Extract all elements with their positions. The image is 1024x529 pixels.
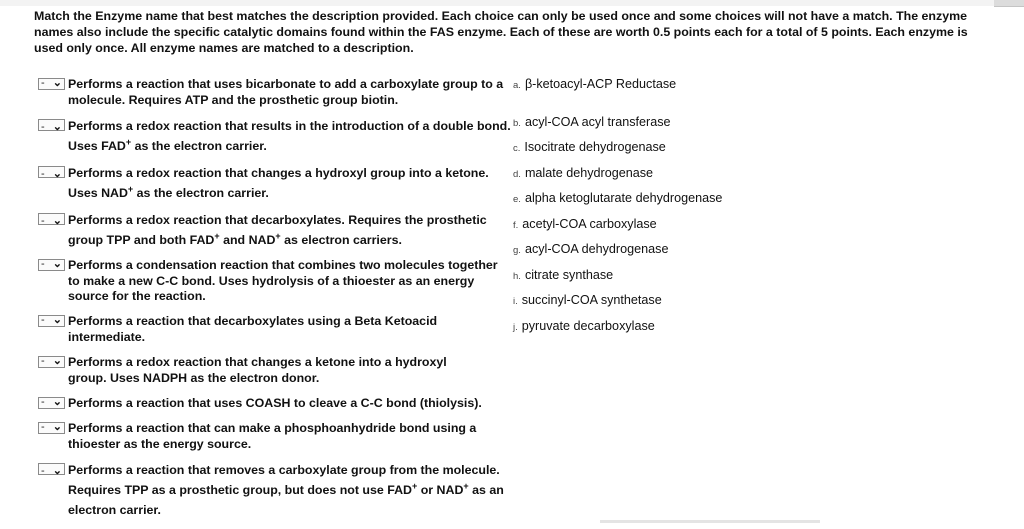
chevron-down-icon: ⌄ — [52, 215, 62, 227]
question-2 — [38, 116, 518, 156]
chevron-down-icon: ⌄ — [52, 258, 62, 270]
bottom-scroll-hint — [600, 520, 820, 523]
select-value: - — [41, 355, 45, 367]
question-text: Performs a reaction that decarboxylates using a Beta Ketoacid intermediate. — [68, 314, 438, 344]
top-bar-edge — [994, 0, 1024, 7]
option-j: j. pyruvate decarboxylase — [513, 319, 655, 333]
chevron-down-icon: ⌄ — [52, 355, 62, 367]
option-c: c. Isocitrate dehydrogenase — [513, 140, 666, 154]
question-text: Performs a redox reaction that results in the introduction of a double bond. Uses FAD+ as the electron carrier. — [68, 119, 511, 153]
answer-select-3[interactable] — [38, 166, 65, 178]
answer-select-9[interactable] — [38, 422, 65, 434]
question-6 — [38, 314, 478, 345]
question-1 — [38, 77, 518, 108]
answer-select-2[interactable] — [38, 119, 65, 131]
select-value: - — [41, 396, 45, 408]
select-value: - — [41, 421, 45, 433]
question-text: Performs a reaction that can make a phosphoanhydride bond using a thioester as the energy source. — [68, 421, 477, 451]
instructions: Match the Enzyme name that best matches the description provided. Each choice can only be used once and some choices will not have a match. The enzyme names also include the specific catalytic domains found within the FAS enzyme. Each of these are worth 0.5 points each for a total of 5 points. Each enzyme is used only once. All enzyme names are matched to a description. — [34, 9, 968, 55]
answer-select-4[interactable] — [38, 213, 65, 225]
select-value: - — [41, 121, 45, 133]
option-g: g. acyl-COA dehydrogenase — [513, 242, 669, 256]
question-4 — [38, 210, 518, 250]
question-text: Performs a reaction that uses bicarbonate to add a carboxylate group to a molecule. Requires ATP and the prosthetic group biotin. — [68, 77, 504, 107]
question-text: Performs a reaction that uses COASH to cleave a C-C bond (thiolysis). — [68, 396, 482, 410]
question-text: Performs a redox reaction that changes a hydroxyl group into a ketone. Uses NAD+ as the electron carrier. — [68, 166, 489, 200]
select-value: - — [41, 77, 45, 89]
option-e: e. alpha ketoglutarate dehydrogenase — [513, 191, 723, 205]
option-b: b. acyl-COA acyl transferase — [513, 115, 671, 129]
option-f: f. acetyl-COA carboxylase — [513, 217, 657, 231]
question-9 — [38, 421, 518, 452]
question-text: Performs a redox reaction that changes a ketone into a hydroxyl group. Uses NADPH as the electron donor. — [68, 355, 447, 385]
chevron-down-icon: ⌄ — [52, 168, 62, 180]
answer-select-10[interactable] — [38, 463, 65, 475]
option-i: i. succinyl-COA synthetase — [513, 293, 662, 307]
answer-select-5[interactable] — [38, 259, 65, 271]
answer-select-6[interactable] — [38, 315, 65, 327]
select-value: - — [41, 314, 45, 326]
chevron-down-icon: ⌄ — [52, 77, 62, 89]
top-bar — [0, 0, 1024, 6]
chevron-down-icon: ⌄ — [52, 421, 62, 433]
chevron-down-icon: ⌄ — [52, 396, 62, 408]
option-d: d. malate dehydrogenase — [513, 166, 654, 180]
chevron-down-icon: ⌄ — [52, 465, 62, 477]
question-text: Performs a redox reaction that decarboxylates. Requires the prosthetic group TPP and both FAD+ and NAD+ as electron carriers. — [68, 213, 487, 247]
question-10 — [38, 460, 518, 520]
question-7 — [38, 355, 478, 386]
option-a: a. β-ketoacyl-ACP Reductase — [513, 77, 677, 91]
option-h: h. citrate synthase — [513, 268, 614, 282]
question-text: Performs a reaction that removes a carboxylate group from the molecule. Requires TPP as a prosthetic group, but does not use FAD+ or NAD+ as an electron carrier. — [68, 463, 504, 517]
question-3 — [38, 163, 518, 203]
chevron-down-icon: ⌄ — [52, 314, 62, 326]
select-value: - — [41, 215, 45, 227]
question-text: Performs a condensation reaction that combines two molecules together to make a new C-C bond. Uses hydrolysis of a thioester as an energy source for the reaction. — [68, 258, 498, 303]
select-value: - — [41, 258, 45, 270]
question-5 — [38, 258, 508, 305]
select-value: - — [41, 168, 45, 180]
answer-select-7[interactable] — [38, 356, 65, 368]
chevron-down-icon: ⌄ — [52, 121, 62, 133]
question-8 — [38, 396, 518, 412]
answer-select-8[interactable] — [38, 397, 65, 409]
answer-select-1[interactable] — [38, 78, 65, 90]
select-value: - — [41, 465, 45, 477]
